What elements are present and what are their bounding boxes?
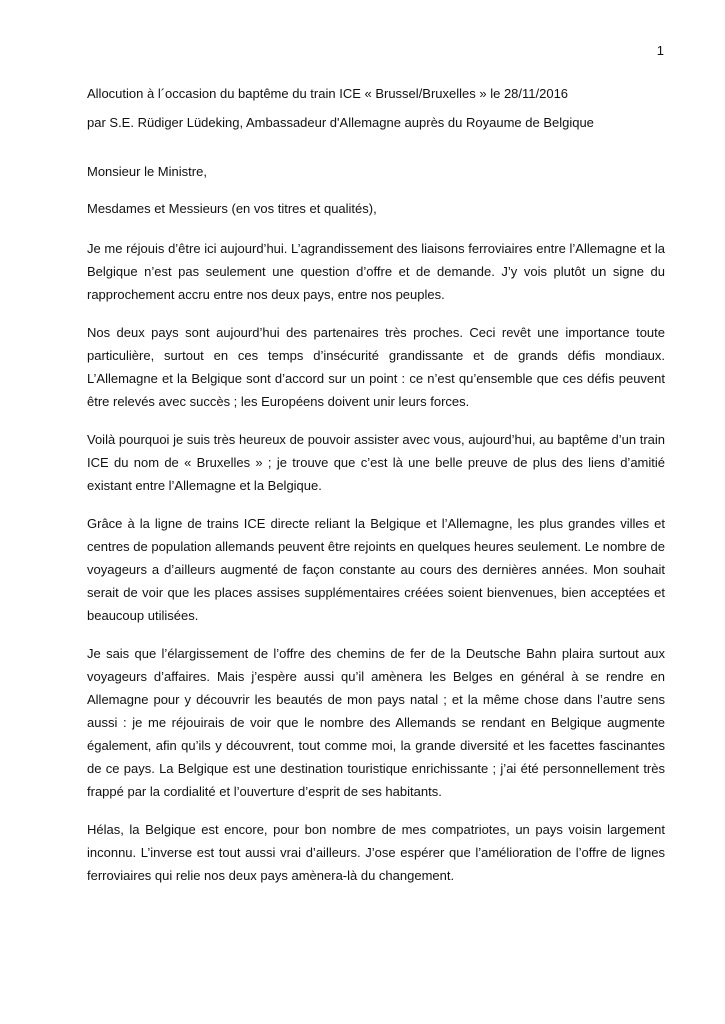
speech-author: par S.E. Rüdiger Lüdeking, Ambassadeur d'Allemagne auprès du Royaume de Belgique (87, 115, 594, 130)
document-body (87, 85, 665, 902)
paragraph-1: Je me réjouis d’être ici aujourd’hui. L’agrandissement des liaisons ferroviaires entre l’Allemagne et la Belgique n’est pas seulement une question d’offre et de demande. J’y vois plutôt un signe du rapprochement accru entre nos deux pays, entre nos peuples. (87, 241, 665, 302)
salutation-minister: Monsieur le Ministre, (87, 164, 207, 179)
speech-title: Allocution à l´occasion du baptême du train ICE « Brussel/Bruxelles » le 28/11/2016 (87, 86, 569, 101)
paragraph-3: Voilà pourquoi je suis très heureux de pouvoir assister avec vous, aujourd’hui, au baptême d’un train ICE du nom de « Bruxelles » ; je trouve que c’est là une belle preuve de plus des liens d’amitié existant entre l’Allemagne et la Belgique. (87, 432, 665, 493)
paragraph-6: Hélas, la Belgique est encore, pour bon nombre de mes compatriotes, un pays voisin largement inconnu. L’inverse est tout aussi vrai d’ailleurs. J’ose espérer que l’amélioration de l’offre de lignes ferroviaires qui relie nos deux pays amènera-là du changement. (87, 822, 665, 883)
paragraph-5: Je sais que l’élargissement de l’offre des chemins de fer de la Deutsche Bahn plaira surtout aux voyageurs d’affaires. Mais j’espère aussi qu’il amènera les Belges en général à se rendre en Allemagne pour y découvrir les beautés de mon pays natal ; et la même chose dans l’autre sens aussi : je me réjouirais de voir que le nombre des Allemands se rendant en Belgique augmente également, afin qu’ils y découvrent, tout comme moi, la grande diversité et les facettes fascinantes de ce pays. La Belgique est une destination touristique enrichissante ; j’ai été personnellement très frappé par la cordialité et l’ouverture d’esprit de ses habitants. (87, 646, 665, 799)
salutation-audience: Mesdames et Messieurs (en vos titres et qualités), (87, 201, 377, 216)
paragraph-2: Nos deux pays sont aujourd’hui des partenaires très proches. Ceci revêt une importance toute particulière, surtout en ces temps d’insécurité grandissante et de grands défis mondiaux. L’Allemagne et la Belgique sont d’accord sur un point : ce n’est qu’ensemble que ces défis peuvent être relevés avec succès ; les Européens doivent unir leurs forces. (87, 325, 665, 409)
paragraph-4: Grâce à la ligne de trains ICE directe reliant la Belgique et l’Allemagne, les plus grandes villes et centres de population allemands peuvent être rejoints en quelques heures seulement. Le nombre de voyageurs a d’ailleurs augmenté de façon constante au cours des dernières années. Mon souhait serait de voir que les places assises supplémentaires créées soient bienvenues, bien acceptées et beaucoup utilisées. (87, 516, 665, 623)
page-number: 1 (656, 43, 664, 58)
